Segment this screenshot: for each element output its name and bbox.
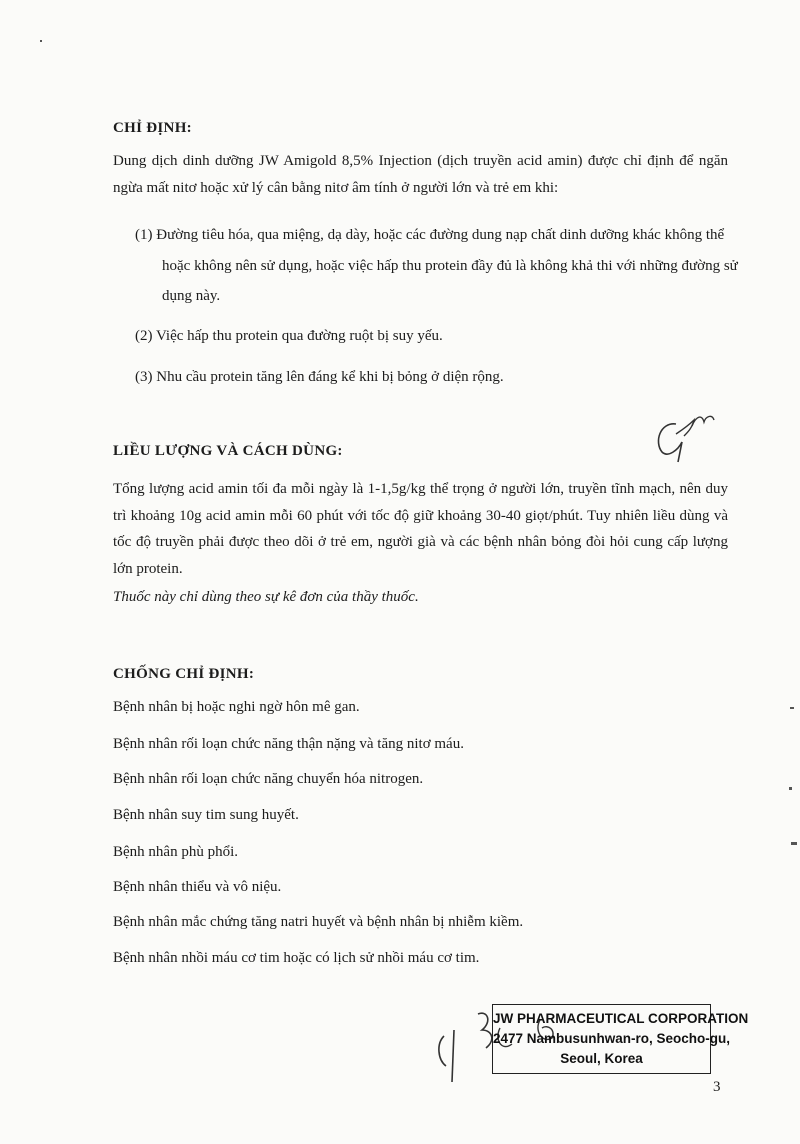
page-number: 3 (713, 1079, 721, 1095)
stamp-company-name: JW PHARMACEUTICAL CORPORATION (493, 1011, 749, 1026)
company-stamp (492, 1004, 749, 1074)
indication-item-2: (2) Việc hấp thu protein qua đường ruột bị suy yếu. (135, 328, 443, 344)
stamp-address-line: 2477 Nambusunhwan-ro, Seocho-gu, (493, 1031, 731, 1046)
contraindication-item: Bệnh nhân thiểu và vô niệu. (113, 879, 282, 895)
section-heading-dosage: LIỀU LƯỢNG VÀ CÁCH DÙNG: (113, 443, 343, 459)
scan-mark (40, 40, 42, 42)
contraindication-item: Bệnh nhân nhồi máu cơ tim hoặc có lịch sử nhồi máu cơ tim. (113, 950, 480, 966)
handwritten-initials (648, 412, 718, 464)
section-heading-indications: CHỈ ĐỊNH: (113, 120, 192, 136)
contraindication-item: Bệnh nhân bị hoặc nghi ngờ hôn mê gan. (113, 699, 360, 715)
contraindication-item: Bệnh nhân suy tim sung huyết. (113, 807, 299, 823)
scan-mark (790, 707, 794, 709)
contraindication-item: Bệnh nhân rối loạn chức năng chuyển hóa nitrogen. (113, 771, 424, 787)
indication-item-3: (3) Nhu cầu protein tăng lên đáng kể khi bị bỏng ở diện rộng. (135, 369, 504, 385)
indication-item-1: (1) Đường tiêu hóa, qua miệng, dạ dày, hoặc các đường dung nạp chất dinh dưỡng khác không thể hoặc không nên sử dụng, hoặc việc hấp thu protein đầy đủ là không khả thi với những đường sử dụng này. (135, 227, 738, 304)
contraindication-item: Bệnh nhân mắc chứng tăng natri huyết và bệnh nhân bị nhiễm kiềm. (113, 914, 524, 930)
scan-mark (791, 842, 797, 845)
indications-intro: Dung dịch dinh dưỡng JW Amigold 8,5% Injection (dịch truyền acid amin) được chỉ định để ngăn ngừa mất nitơ hoặc xử lý cân bằng nitơ âm tính ở người lớn và trẻ em khi: (113, 153, 728, 196)
section-heading-contraindications: CHỐNG CHỈ ĐỊNH: (113, 666, 255, 682)
stamp-city-line: Seoul, Korea (560, 1051, 643, 1066)
dosage-text: Tổng lượng acid amin tối đa mỗi ngày là 1-1,5g/kg thể trọng ở người lớn, truyền tĩnh mạch, nên duy trì khoảng 10g acid amin mỗi 60 phút với tốc độ giữ khoảng 30-40 giọt/phút. Tuy nhiên liều dùng và tốc độ truyền phải được theo dõi ở trẻ em, người già và các bệnh nhân bỏng đòi hỏi cung cấp lượng lớn protein. (113, 481, 728, 577)
contraindication-item: Bệnh nhân rối loạn chức năng thận nặng và tăng nitơ máu. (113, 736, 464, 752)
scan-mark (789, 787, 792, 790)
contraindication-item: Bệnh nhân phù phổi. (113, 844, 238, 860)
prescription-note: Thuốc này chỉ dùng theo sự kê đơn của thầy thuốc. (113, 589, 419, 605)
